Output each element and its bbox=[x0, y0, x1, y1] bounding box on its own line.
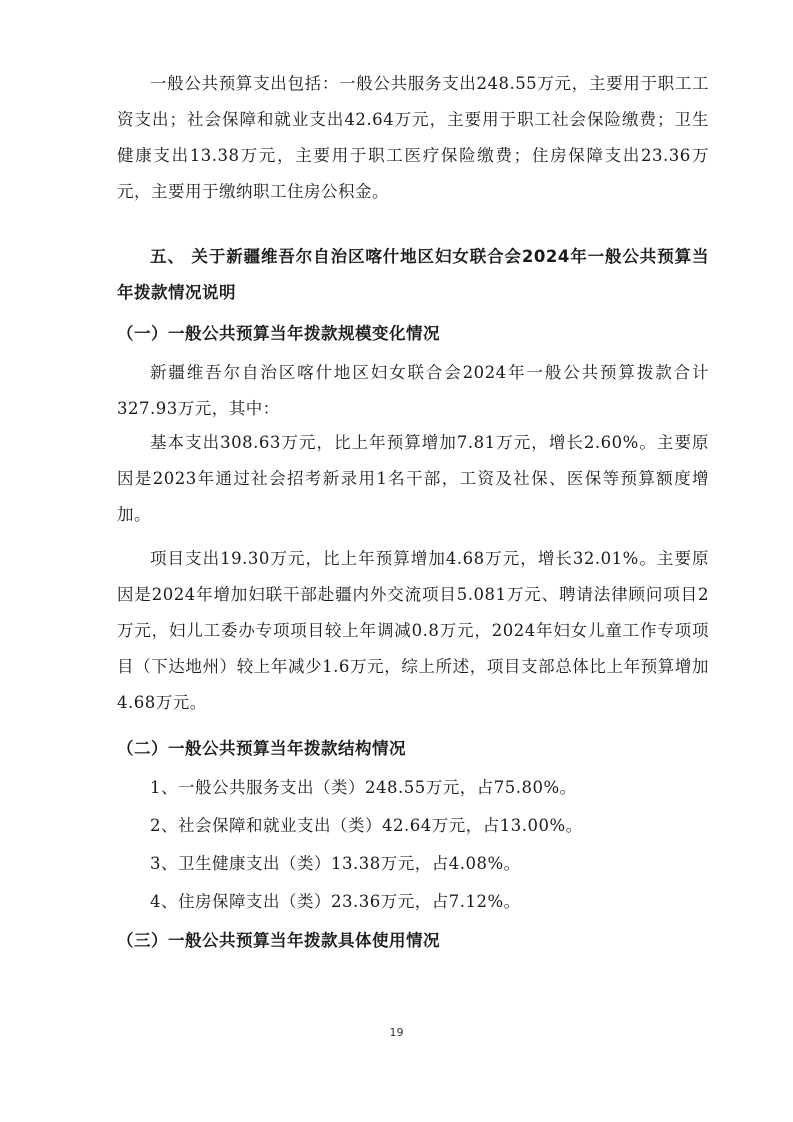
subsection-three-heading: （三）一般公共预算当年拨款具体使用情况 bbox=[117, 931, 440, 950]
expense-breakdown-paragraph: 一般公共预算支出包括：一般公共服务支出248.55万元，主要用于职工工资支出；社会保障和就业支出42.64万元，主要用于职工社会保险缴费；卫生健康支出13.38万元，主要用于职工医疗保险缴费；住房保障支出23.36万元，主要用于缴纳职工住房公积金。 bbox=[117, 74, 709, 201]
page-number: 19 bbox=[389, 1026, 404, 1039]
total-appropriation-paragraph: 新疆维吾尔自治区喀什地区妇女联合会2024年一般公共预算拨款合计327.93万元，其中： bbox=[117, 363, 709, 418]
structure-item: 2、社会保障和就业支出（类）42.64万元，占13.00%。 bbox=[150, 816, 583, 835]
structure-item: 3、卫生健康支出（类）13.38万元，占4.08%。 bbox=[150, 854, 521, 873]
basic-expense-paragraph: 基本支出308.63万元，比上年预算增加7.81万元，增长2.60%。主要原因是2023年通过社会招考新录用1名干部，工资及社保、医保等预算额度增加。 bbox=[117, 433, 709, 524]
subsection-two-heading: （二）一般公共预算当年拨款结构情况 bbox=[117, 739, 406, 758]
subsection-one-heading: （一）一般公共预算当年拨款规模变化情况 bbox=[117, 324, 440, 343]
project-expense-paragraph: 项目支出19.30万元，比上年预算增加4.68万元，增长32.01%。主要原因是2024年增加妇联干部赴疆内外交流项目5.081万元、聘请法律顾问项目2万元，妇儿工委办专项项目较上年调减0.8万元，2024年妇女儿童工作专项项目（下达地州）较上年减少1.6万元，综上所述，项目支部总体比上年预算增加4.68万元。 bbox=[117, 549, 709, 712]
structure-item: 1、一般公共服务支出（类）248.55万元，占75.80%。 bbox=[150, 778, 577, 797]
section-five-heading: 五、 关于新疆维吾尔自治区喀什地区妇女联合会2024年一般公共预算当年拨款情况说明 bbox=[117, 247, 709, 302]
structure-item: 4、住房保障支出（类）23.36万元，占7.12%。 bbox=[150, 892, 521, 911]
